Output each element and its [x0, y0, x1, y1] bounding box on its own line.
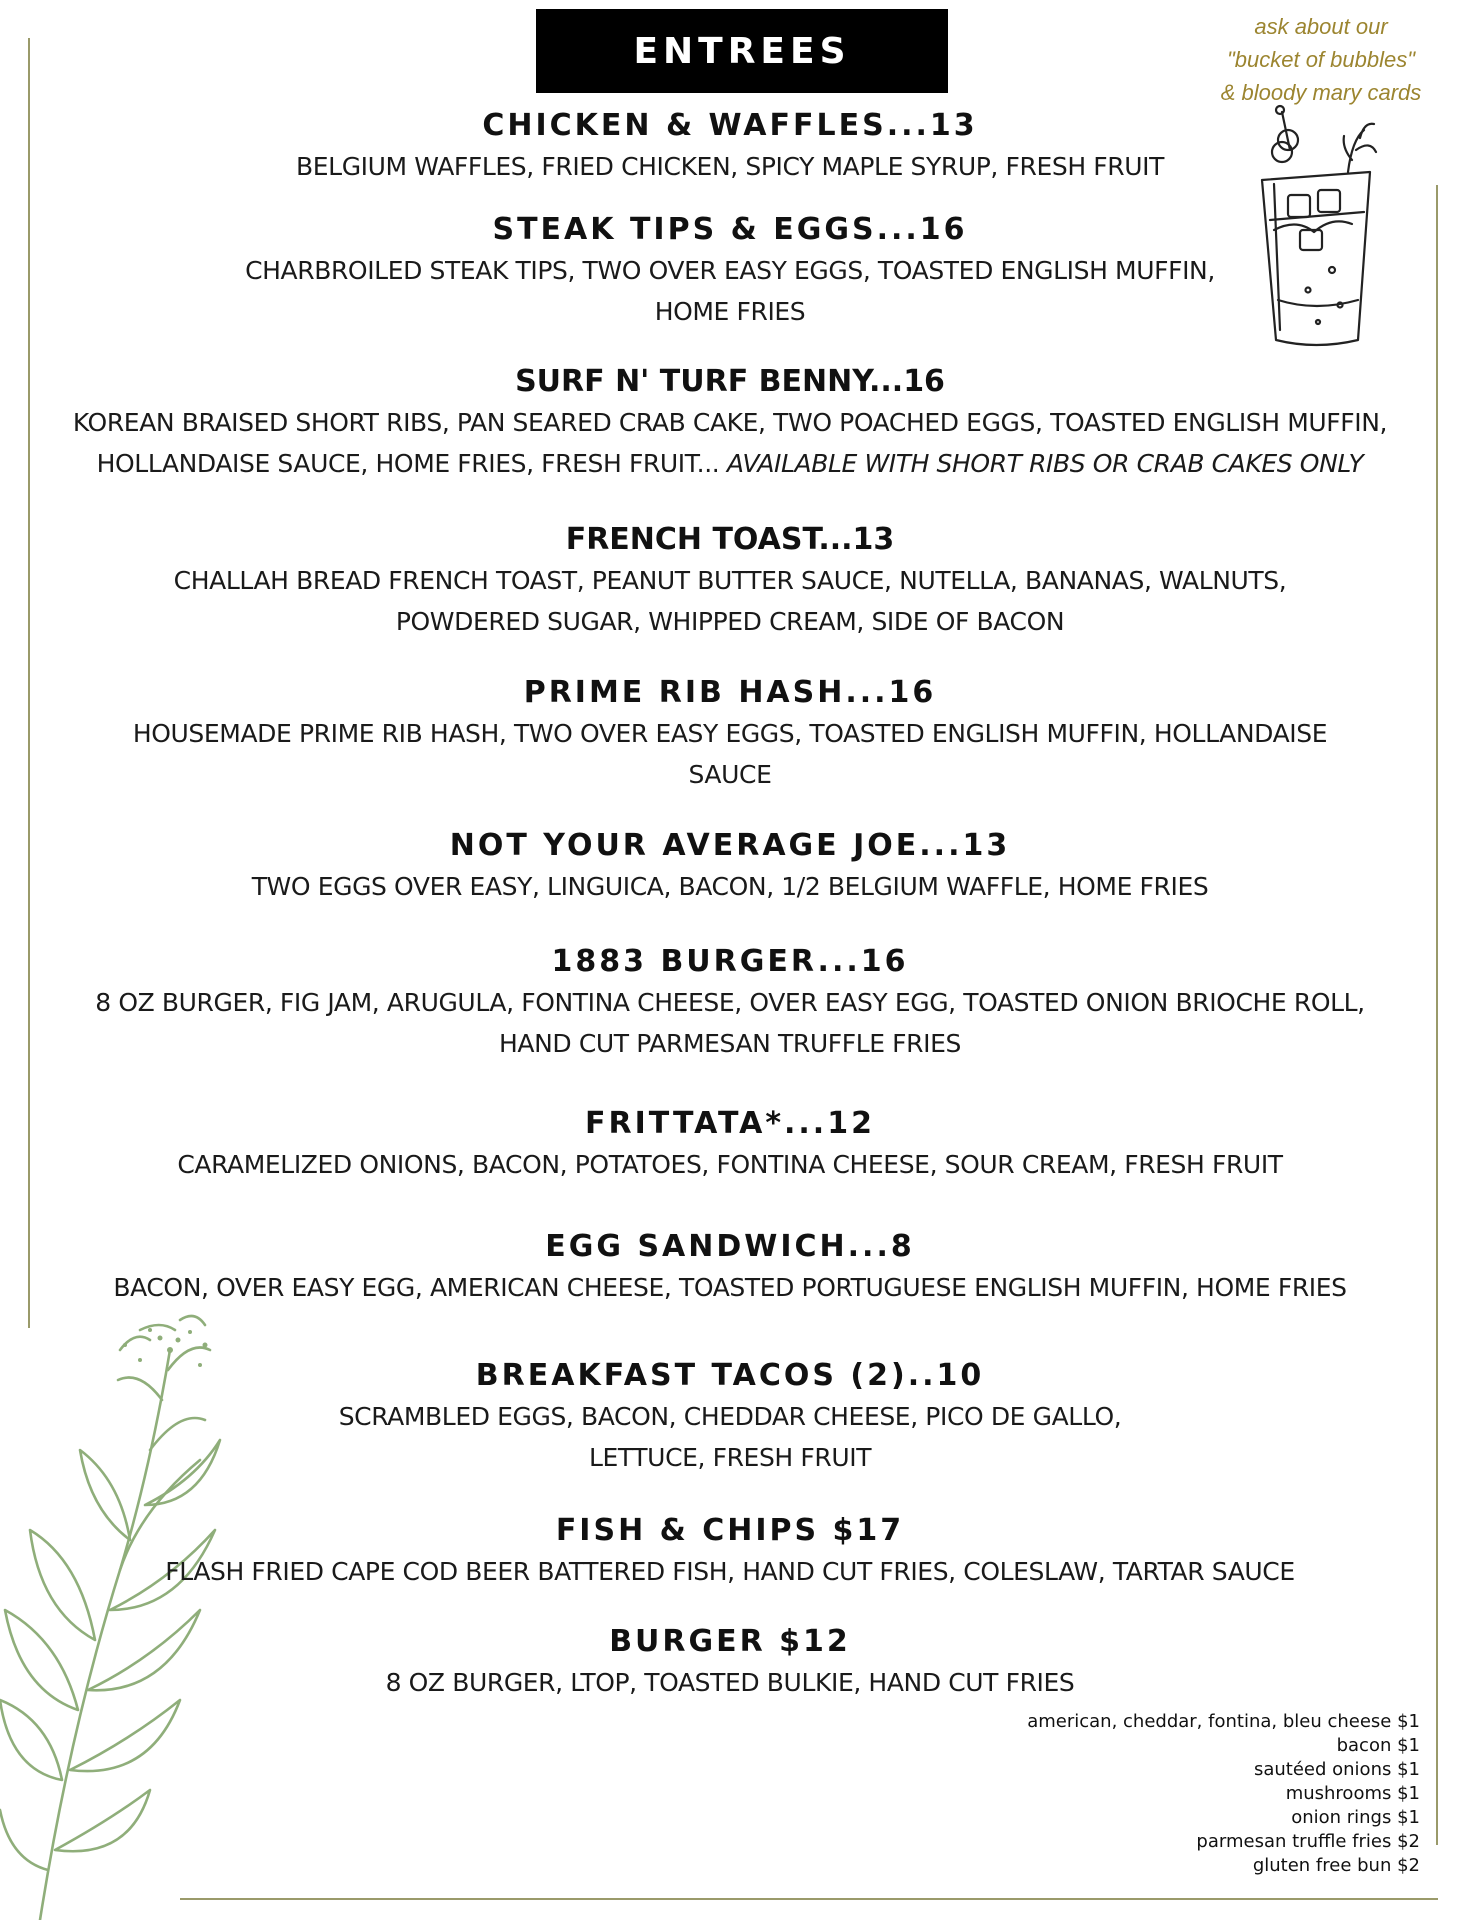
- menu-item-description-text: HOLLANDAISE SAUCE, HOME FRIES, FRESH FRUIT...: [96, 449, 720, 478]
- menu-item: [40, 520, 1420, 642]
- menu-item-title: SURF N' TURF BENNY...16: [515, 364, 945, 399]
- section-header: [536, 9, 948, 93]
- menu-item-description: FLASH FRIED CAPE COD BEER BATTERED FISH, HAND CUT FRIES, COLESLAW, TARTAR SAUCE: [165, 1557, 1295, 1586]
- right-border-rule: [1436, 185, 1438, 1845]
- menu-item: [40, 1104, 1420, 1185]
- menu-item: [40, 826, 1420, 907]
- menu-item-title: CHICKEN & WAFFLES...13: [482, 108, 978, 143]
- addon-item: mushrooms $1: [1285, 1783, 1420, 1804]
- menu-item: [40, 1227, 1420, 1308]
- menu-item-description: CHALLAH BREAD FRENCH TOAST, PEANUT BUTTER SAUCE, NUTELLA, BANANAS, WALNUTS,: [173, 566, 1287, 595]
- menu-item-title: NOT YOUR AVERAGE JOE...13: [449, 828, 1011, 863]
- menu-item-title: 1883 BURGER...16: [551, 944, 909, 979]
- menu-item-description: CARAMELIZED ONIONS, BACON, POTATOES, FONTINA CHEESE, SOUR CREAM, FRESH FRUIT: [177, 1150, 1283, 1179]
- menu-item-description: HAND CUT PARMESAN TRUFFLE FRIES: [499, 1029, 961, 1058]
- addon-item: onion rings $1: [1291, 1807, 1420, 1828]
- menu-item-description: HOME FRIES: [654, 297, 806, 326]
- menu-item-description: BACON, OVER EASY EGG, AMERICAN CHEESE, TOASTED PORTUGUESE ENGLISH MUFFIN, HOME FRIES: [113, 1273, 1347, 1302]
- menu-item: [40, 106, 1420, 187]
- menu-item-title: FRITTATA*...12: [585, 1106, 875, 1141]
- menu-item: [40, 210, 1420, 332]
- section-title: ENTREES: [633, 30, 851, 72]
- menu-item: [40, 1511, 1420, 1592]
- menu-item-description: SAUCE: [688, 760, 772, 789]
- menu-item-title: STEAK TIPS & EGGS...16: [492, 212, 968, 247]
- menu-item-description: LETTUCE, FRESH FRUIT: [588, 1443, 872, 1472]
- promo-note-line: & bloody mary cards: [1220, 80, 1422, 105]
- addon-item: american, cheddar, fontina, bleu cheese $1: [1027, 1711, 1420, 1732]
- menu-item-title: PRIME RIB HASH...16: [523, 675, 937, 710]
- addon-item: bacon $1: [1336, 1735, 1420, 1756]
- menu-item-title: BURGER $12: [609, 1624, 851, 1659]
- menu-item-description: [40, 443, 1420, 484]
- menu-item-description: 8 OZ BURGER, LTOP, TOASTED BULKIE, HAND CUT FRIES: [385, 1668, 1075, 1697]
- menu-item-description: BELGIUM WAFFLES, FRIED CHICKEN, SPICY MAPLE SYRUP, FRESH FRUIT: [296, 152, 1164, 181]
- menu-item-description: TWO EGGS OVER EASY, LINGUICA, BACON, 1/2 BELGIUM WAFFLE, HOME FRIES: [251, 872, 1209, 901]
- menu-item: [40, 362, 1420, 484]
- addon-item: gluten free bun $2: [1252, 1855, 1420, 1876]
- bottom-border-rule: [180, 1898, 1438, 1900]
- menu-item-title: FRENCH TOAST...13: [565, 522, 895, 557]
- left-border-rule: [28, 38, 30, 1328]
- promo-note-line: ask about our: [1254, 14, 1388, 39]
- menu-item: [40, 673, 1420, 795]
- menu-item-title: BREAKFAST TACOS (2)..10: [475, 1358, 985, 1393]
- menu-item-description: POWDERED SUGAR, WHIPPED CREAM, SIDE OF BACON: [395, 607, 1065, 636]
- menu-item-title: EGG SANDWICH...8: [545, 1229, 915, 1264]
- menu-item: [40, 942, 1420, 1064]
- menu-item: [40, 1356, 1420, 1478]
- menu-item-description: SCRAMBLED EGGS, BACON, CHEDDAR CHEESE, PICO DE GALLO,: [338, 1402, 1122, 1431]
- menu-item-title: FISH & CHIPS $17: [555, 1513, 905, 1548]
- menu-item-availability-note: AVAILABLE WITH SHORT RIBS OR CRAB CAKES ONLY: [726, 449, 1364, 478]
- menu-item-description: HOUSEMADE PRIME RIB HASH, TWO OVER EASY EGGS, TOASTED ENGLISH MUFFIN, HOLLANDAISE: [132, 719, 1328, 748]
- promo-note-line: "bucket of bubbles": [1226, 47, 1416, 72]
- menu-item-description: 8 OZ BURGER, FIG JAM, ARUGULA, FONTINA CHEESE, OVER EASY EGG, TOASTED ONION BRIOCHE ROLL,: [95, 988, 1365, 1017]
- menu-item-description: KOREAN BRAISED SHORT RIBS, PAN SEARED CRAB CAKE, TWO POACHED EGGS, TOASTED ENGLISH MUFFIN,: [72, 408, 1388, 437]
- menu-item-description: CHARBROILED STEAK TIPS, TWO OVER EASY EGGS, TOASTED ENGLISH MUFFIN,: [245, 256, 1215, 285]
- addon-item: sautéed onions $1: [1253, 1759, 1420, 1780]
- menu-item: [40, 1622, 1420, 1703]
- promo-note: [1190, 10, 1452, 109]
- addon-item: parmesan truffle fries $2: [1196, 1831, 1420, 1852]
- burger-addons-list: [1027, 1710, 1420, 1878]
